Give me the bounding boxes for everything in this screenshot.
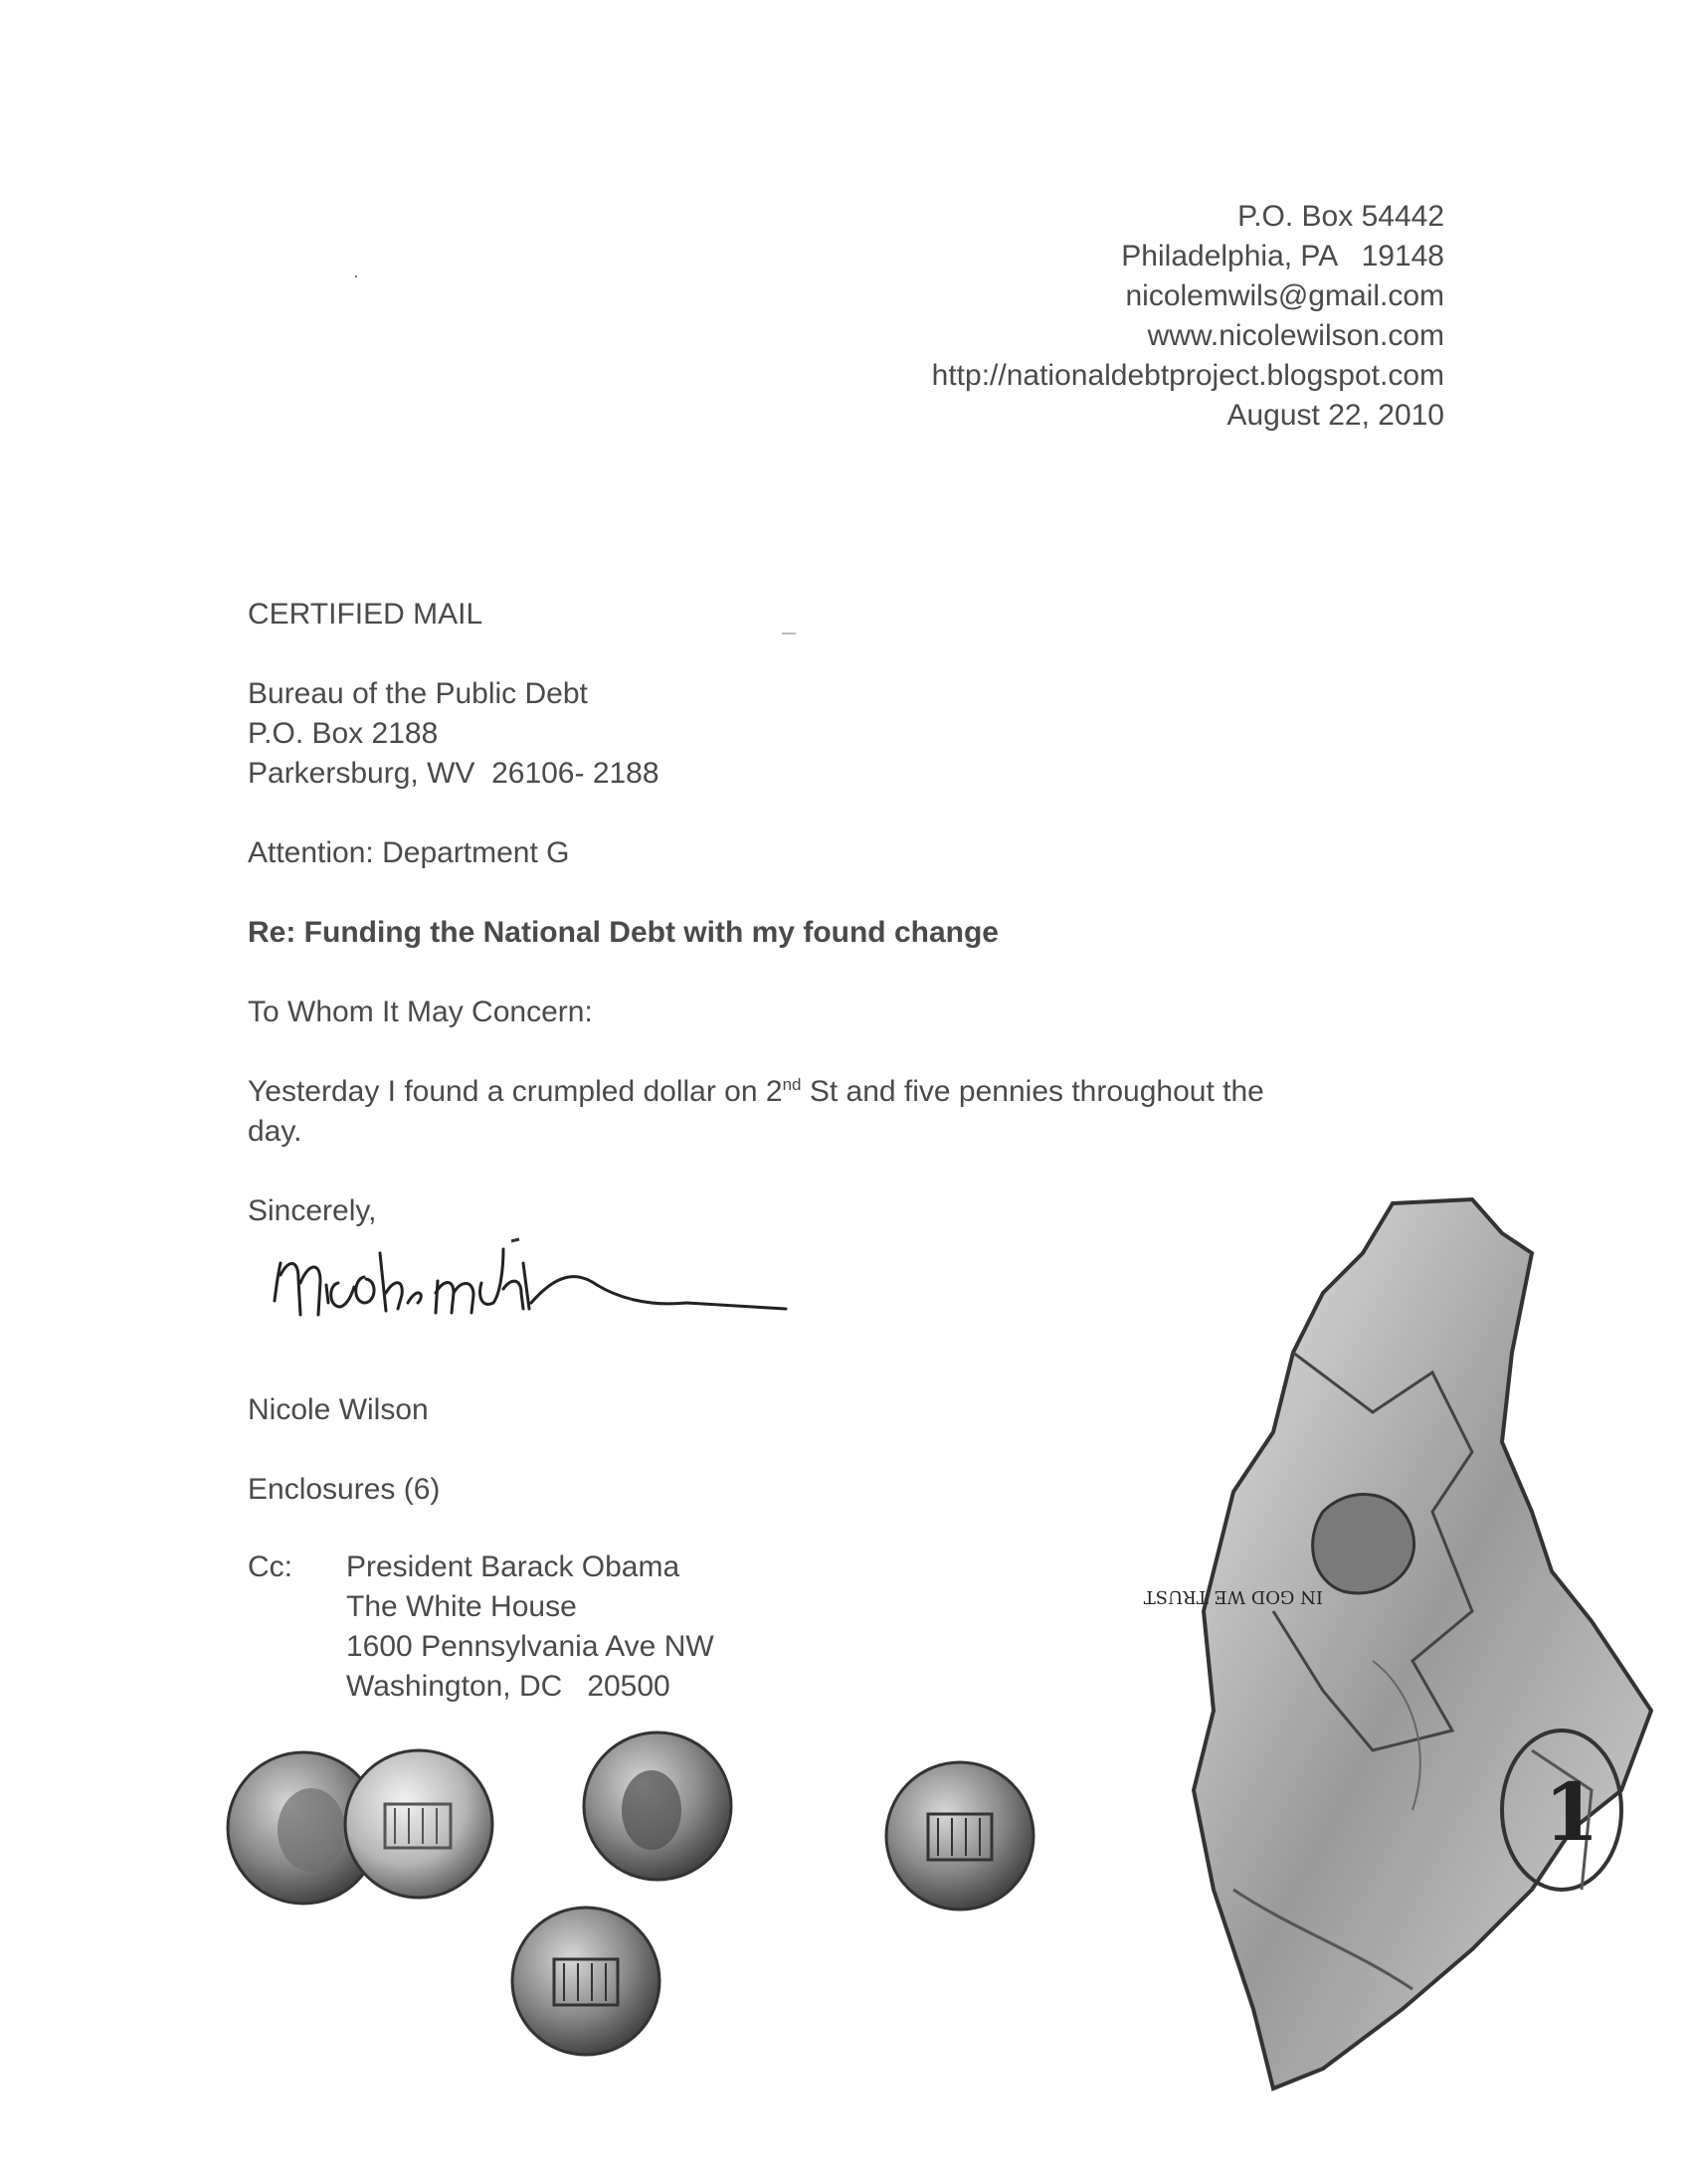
closing: Sincerely, [248,1194,377,1227]
scan-speck [782,633,796,635]
enclosures-line: Enclosures (6) [248,1473,441,1506]
penny-2 [345,1750,492,1898]
subject-line: Re: Funding the National Debt with my found change [248,916,999,949]
cc-line-building: The White House [346,1590,577,1623]
body-line-1 [248,1072,1264,1112]
penny-4 [512,1908,659,2055]
body-line-1-start: Yesterday I found a crumpled dollar on 2 [248,1075,783,1108]
recipient-name: Bureau of the Public Debt [248,677,588,710]
sender-website: www.nicolewilson.com [1147,319,1444,352]
pennies-image [224,1721,1039,2168]
penny-5 [886,1762,1033,1910]
attention-line: Attention: Department G [248,836,570,869]
recipient-po-box: P.O. Box 2188 [248,717,439,750]
cc-recipient-block [346,1547,714,1707]
crumpled-dollar-image [1143,1193,1671,2108]
cc-line-city: Washington, DC 20500 [346,1670,670,1703]
ordinal-suffix: nd [782,1075,802,1094]
cc-line-name: President Barack Obama [346,1550,680,1583]
penny-3 [584,1732,731,1880]
sender-city-state-zip: Philadelphia, PA 19148 [1121,240,1444,273]
body-line-2: day. [248,1115,302,1148]
cc-label: Cc: [248,1550,292,1583]
dollar-motto: IN GOD WE TRUST [1143,1586,1323,1607]
cc-line-street: 1600 Pennsylvania Ave NW [346,1630,714,1663]
letter-date: August 22, 2010 [1226,399,1444,432]
scan-speck [355,275,357,277]
body-line-1-end: St and five pennies throughout the [801,1075,1264,1108]
signature [269,1223,786,1353]
sender-blog: http://nationaldebtproject.blogspot.com [931,359,1444,392]
recipient-city-state-zip: Parkersburg, WV 26106- 2188 [248,757,659,790]
sender-address-block [932,197,1444,436]
signer-name: Nicole Wilson [248,1393,429,1426]
dollar-denomination: 1 [1544,1765,1599,1859]
sender-email: nicolemwils@gmail.com [1125,279,1444,312]
sender-po-box: P.O. Box 54442 [1237,200,1444,233]
salutation: To Whom It May Concern: [248,996,593,1028]
certified-mail-label: CERTIFIED MAIL [248,598,483,631]
